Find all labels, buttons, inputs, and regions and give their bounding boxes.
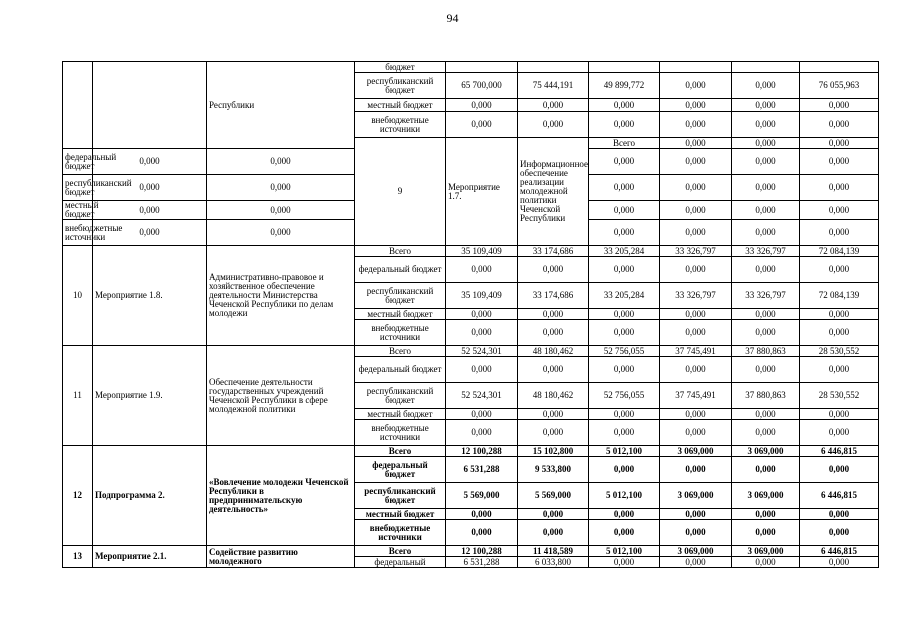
index-cell: 10 xyxy=(63,246,93,346)
value-cell: 0,000 xyxy=(732,357,800,383)
value-cell: 37 880,863 xyxy=(732,383,800,409)
value-cell: 0,000 xyxy=(732,99,800,112)
value-cell: 0,000 xyxy=(93,220,207,246)
value-cell: 33 326,797 xyxy=(660,283,732,309)
value-cell: 0,000 xyxy=(660,509,732,520)
source-cell: федеральный бюджет xyxy=(355,357,446,383)
value-cell: 72 084,139 xyxy=(800,246,879,257)
source-cell: бюджет xyxy=(355,62,446,73)
name-cell: Республики xyxy=(207,62,355,149)
value-cell: 0,000 xyxy=(446,257,518,283)
value-cell: 0,000 xyxy=(93,175,207,201)
index-cell: 13 xyxy=(63,546,93,568)
source-cell: местный бюджет xyxy=(355,99,446,112)
value-cell: 37 880,863 xyxy=(732,346,800,357)
value-cell: 0,000 xyxy=(660,112,732,138)
value-cell: 0,000 xyxy=(732,175,800,201)
source-cell: внебюджетные источники xyxy=(355,320,446,346)
value-cell: 0,000 xyxy=(800,320,879,346)
value-cell: 0,000 xyxy=(660,175,732,201)
name-cell: Содействие развитию молодежного xyxy=(207,546,355,568)
value-cell: 0,000 xyxy=(660,320,732,346)
value-cell: 0,000 xyxy=(589,320,660,346)
value-cell: 6 446,815 xyxy=(800,446,879,457)
value-cell: 0,000 xyxy=(446,112,518,138)
value-cell: 0,000 xyxy=(518,112,589,138)
value-cell: 0,000 xyxy=(660,520,732,546)
value-cell: 12 100,288 xyxy=(446,446,518,457)
value-cell: 0,000 xyxy=(800,520,879,546)
value-cell: 49 899,772 xyxy=(589,73,660,99)
value-cell: 37 745,491 xyxy=(660,346,732,357)
value-cell: 0,000 xyxy=(446,420,518,446)
value-cell: 12 100,288 xyxy=(446,546,518,557)
value-cell: 0,000 xyxy=(518,509,589,520)
value-cell: 0,000 xyxy=(800,420,879,446)
index-cell: 9 xyxy=(355,138,446,246)
value-cell: 0,000 xyxy=(93,201,207,220)
value-cell: 0,000 xyxy=(589,409,660,420)
value-cell: 37 745,491 xyxy=(660,383,732,409)
source-cell: федеральный бюджет xyxy=(63,149,93,175)
value-cell: 0,000 xyxy=(589,509,660,520)
value-cell: 6 033,800 xyxy=(518,557,589,568)
value-cell: 0,000 xyxy=(800,99,879,112)
table-row xyxy=(63,446,879,457)
value-cell: 0,000 xyxy=(660,357,732,383)
value-cell: 0,000 xyxy=(589,557,660,568)
value-cell: 33 205,284 xyxy=(589,246,660,257)
value-cell: 5 569,000 xyxy=(518,483,589,509)
value-cell: 0,000 xyxy=(732,457,800,483)
value-cell: 0,000 xyxy=(518,409,589,420)
value-cell: 0,000 xyxy=(446,309,518,320)
value-cell: 0,000 xyxy=(660,138,732,149)
value-cell: 0,000 xyxy=(732,409,800,420)
value-cell: 0,000 xyxy=(589,457,660,483)
table-row xyxy=(63,62,879,73)
source-cell: Всего xyxy=(355,446,446,457)
value-cell: 0,000 xyxy=(446,520,518,546)
value-cell: 0,000 xyxy=(660,457,732,483)
value-cell: 0,000 xyxy=(589,220,660,246)
value-cell: 0,000 xyxy=(660,409,732,420)
value-cell: 0,000 xyxy=(732,320,800,346)
budget-table xyxy=(62,61,879,568)
value-cell: 0,000 xyxy=(589,520,660,546)
value-cell: 0,000 xyxy=(207,201,355,220)
value-cell: 0,000 xyxy=(800,509,879,520)
value-cell: 28 530,552 xyxy=(800,383,879,409)
value-cell: 3 069,000 xyxy=(732,483,800,509)
value-cell: 5 569,000 xyxy=(446,483,518,509)
table-body xyxy=(63,62,879,568)
code-cell: Мероприятие 1.7. xyxy=(446,138,518,246)
value-cell: 48 180,462 xyxy=(518,346,589,357)
value-cell: 3 069,000 xyxy=(660,483,732,509)
value-cell: 0,000 xyxy=(589,309,660,320)
value-cell: 0,000 xyxy=(660,257,732,283)
name-cell: «Вовлечение молодежи Чеченской Республики в предпринимательскую деятельность» xyxy=(207,446,355,546)
source-cell: местный бюджет xyxy=(355,309,446,320)
value-cell: 52 524,301 xyxy=(446,383,518,409)
value-cell: 76 055,963 xyxy=(800,73,879,99)
value-cell: 0,000 xyxy=(660,149,732,175)
value-cell: 0,000 xyxy=(518,520,589,546)
value-cell: 0,000 xyxy=(518,420,589,446)
value-cell: 0,000 xyxy=(589,257,660,283)
value-cell: 0,000 xyxy=(732,557,800,568)
value-cell: 0,000 xyxy=(732,149,800,175)
value-cell: 0,000 xyxy=(589,149,660,175)
value-cell: 0,000 xyxy=(732,509,800,520)
value-cell: 0,000 xyxy=(800,409,879,420)
value-cell: 52 756,055 xyxy=(589,383,660,409)
source-cell: Всего xyxy=(589,138,660,149)
value-cell: 0,000 xyxy=(732,420,800,446)
page-number: 94 xyxy=(446,11,459,25)
value-cell: 3 069,000 xyxy=(660,446,732,457)
value-cell: 0,000 xyxy=(207,220,355,246)
value-cell: 0,000 xyxy=(732,138,800,149)
source-cell: республиканский бюджет xyxy=(355,283,446,309)
value-cell: 33 326,797 xyxy=(660,246,732,257)
value-cell: 6 446,815 xyxy=(800,546,879,557)
value-cell: 0,000 xyxy=(589,420,660,446)
name-cell: Обеспечение деятельности государственных учреждений Чеченской Республики в сфере молодежной политики xyxy=(207,346,355,446)
value-cell: 0,000 xyxy=(518,99,589,112)
table-row xyxy=(63,246,879,257)
value-cell: 0,000 xyxy=(800,357,879,383)
value-cell: 0,000 xyxy=(732,220,800,246)
value-cell: 0,000 xyxy=(446,99,518,112)
code-cell: Мероприятие 2.1. xyxy=(93,546,207,568)
value-cell: 0,000 xyxy=(518,320,589,346)
table-row xyxy=(63,346,879,357)
value-cell: 0,000 xyxy=(732,309,800,320)
value-cell: 5 012,100 xyxy=(589,446,660,457)
source-cell: местный бюджет xyxy=(355,409,446,420)
source-cell: внебюджетные источники xyxy=(355,520,446,546)
code-cell: Подпрограмма 2. xyxy=(93,446,207,546)
code-cell xyxy=(93,62,207,149)
value-cell: 0,000 xyxy=(660,309,732,320)
value-cell: 0,000 xyxy=(589,357,660,383)
value-cell: 0,000 xyxy=(660,420,732,446)
value-cell: 5 012,100 xyxy=(589,546,660,557)
value-cell: 0,000 xyxy=(660,557,732,568)
value-cell: 0,000 xyxy=(207,149,355,175)
value-cell: 3 069,000 xyxy=(732,446,800,457)
value-cell: 0,000 xyxy=(800,201,879,220)
code-cell: Мероприятие 1.8. xyxy=(93,246,207,346)
source-cell: республиканский бюджет xyxy=(63,175,93,201)
value-cell: 0,000 xyxy=(446,357,518,383)
value-cell: 0,000 xyxy=(518,357,589,383)
value-cell: 0,000 xyxy=(800,112,879,138)
value-cell: 0,000 xyxy=(800,309,879,320)
value-cell: 0,000 xyxy=(518,257,589,283)
value-cell: 48 180,462 xyxy=(518,383,589,409)
source-cell: местный бюджет xyxy=(63,201,93,220)
value-cell: 0,000 xyxy=(800,175,879,201)
value-cell: 0,000 xyxy=(446,320,518,346)
value-cell: 33 205,284 xyxy=(589,283,660,309)
value-cell: 52 524,301 xyxy=(446,346,518,357)
value-cell: 35 109,409 xyxy=(446,246,518,257)
value-cell: 0,000 xyxy=(589,112,660,138)
value-cell: 0,000 xyxy=(589,175,660,201)
value-cell: 9 533,800 xyxy=(518,457,589,483)
table-row xyxy=(63,546,879,557)
value-cell: 3 069,000 xyxy=(732,546,800,557)
value-cell: 0,000 xyxy=(800,220,879,246)
index-cell: 11 xyxy=(63,346,93,446)
value-cell: 0,000 xyxy=(446,409,518,420)
value-cell: 0,000 xyxy=(93,149,207,175)
value-cell: 0,000 xyxy=(800,149,879,175)
value-cell: 33 326,797 xyxy=(732,283,800,309)
name-cell: Информационное обеспечение реализации молодежной политики Чеченской Республики xyxy=(518,138,589,246)
source-cell: Всего xyxy=(355,346,446,357)
value-cell: 0,000 xyxy=(660,220,732,246)
value-cell: 0,000 xyxy=(660,99,732,112)
source-cell: республиканский бюджет xyxy=(355,73,446,99)
value-cell: 0,000 xyxy=(732,201,800,220)
value-cell: 0,000 xyxy=(518,309,589,320)
value-cell: 6 531,288 xyxy=(446,457,518,483)
source-cell: Всего xyxy=(355,246,446,257)
value-cell: 0,000 xyxy=(589,99,660,112)
value-cell: 6 531,288 xyxy=(446,557,518,568)
value-cell: 11 418,589 xyxy=(518,546,589,557)
value-cell: 35 109,409 xyxy=(446,283,518,309)
value-cell: 72 084,139 xyxy=(800,283,879,309)
source-cell: внебюджетные источники xyxy=(63,220,93,246)
value-cell: 75 444,191 xyxy=(518,73,589,99)
source-cell: республиканский бюджет xyxy=(355,483,446,509)
value-cell: 0,000 xyxy=(732,520,800,546)
value-cell: 28 530,552 xyxy=(800,346,879,357)
source-cell: федеральный бюджет xyxy=(355,457,446,483)
source-cell: республиканский бюджет xyxy=(355,383,446,409)
source-cell: федеральный бюджет xyxy=(355,257,446,283)
value-cell: 3 069,000 xyxy=(660,546,732,557)
name-cell: Административно-правовое и хозяйственное обеспечение деятельности Министерства Чеченской Республики по делам молодежи xyxy=(207,246,355,346)
value-cell: 0,000 xyxy=(446,509,518,520)
index-cell: 12 xyxy=(63,446,93,546)
value-cell: 5 012,100 xyxy=(589,483,660,509)
code-cell: Мероприятие 1.9. xyxy=(93,346,207,446)
value-cell: 33 326,797 xyxy=(732,246,800,257)
source-cell: местный бюджет xyxy=(355,509,446,520)
value-cell: 0,000 xyxy=(732,112,800,138)
source-cell: Всего xyxy=(355,546,446,557)
value-cell: 0,000 xyxy=(660,73,732,99)
value-cell: 33 174,686 xyxy=(518,246,589,257)
value-cell: 0,000 xyxy=(800,457,879,483)
value-cell: 0,000 xyxy=(732,73,800,99)
value-cell: 0,000 xyxy=(800,138,879,149)
value-cell: 0,000 xyxy=(207,175,355,201)
value-cell: 52 756,055 xyxy=(589,346,660,357)
value-cell: 65 700,000 xyxy=(446,73,518,99)
source-cell: внебюджетные источники xyxy=(355,420,446,446)
source-cell: внебюджетные источники xyxy=(355,112,446,138)
value-cell: 15 102,800 xyxy=(518,446,589,457)
index-cell xyxy=(63,62,93,149)
value-cell: 6 446,815 xyxy=(800,483,879,509)
value-cell: 0,000 xyxy=(732,257,800,283)
value-cell: 0,000 xyxy=(660,201,732,220)
value-cell: 0,000 xyxy=(800,257,879,283)
value-cell: 0,000 xyxy=(800,557,879,568)
value-cell: 33 174,686 xyxy=(518,283,589,309)
source-cell: федеральный xyxy=(355,557,446,568)
value-cell: 0,000 xyxy=(589,201,660,220)
